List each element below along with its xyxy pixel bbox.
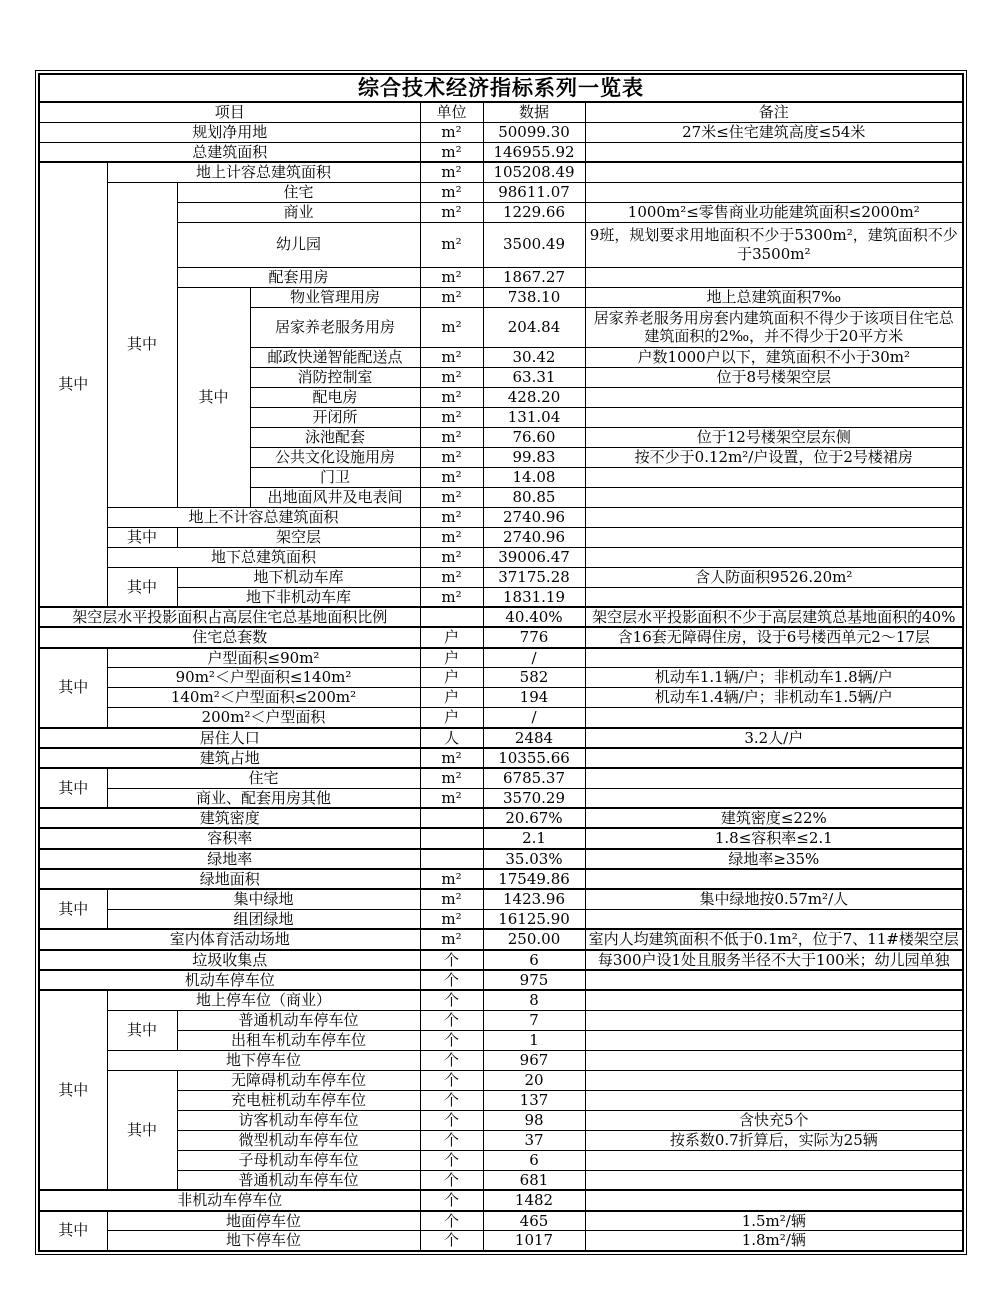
table-row [39, 182, 963, 202]
item-cell: 幼儿园 [177, 222, 420, 267]
item-cell: 居住人口 [39, 728, 420, 748]
unit-cell: 户 [420, 688, 483, 708]
item-cell: 容积率 [39, 828, 420, 848]
unit-cell: m² [420, 162, 483, 182]
unit-cell: m² [420, 427, 483, 447]
table-row [39, 1150, 963, 1170]
remark-cell [585, 1070, 963, 1090]
data-cell: 1482 [483, 1190, 585, 1210]
unit-cell: m² [420, 889, 483, 909]
remark-cell [585, 142, 963, 162]
table-row [39, 507, 963, 527]
data-cell: 37 [483, 1130, 585, 1150]
table-outer-frame [35, 70, 967, 1255]
remark-cell [585, 768, 963, 788]
remark-cell [585, 748, 963, 768]
data-cell: 465 [483, 1211, 585, 1231]
remark-cell: 室内人均建筑面积不低于0.1m²，位于7、11#楼架空层 [585, 929, 963, 949]
data-cell: / [483, 648, 585, 668]
table-row [39, 889, 963, 909]
item-cell: 地上停车位（商业） [107, 990, 420, 1010]
data-cell: 3570.29 [483, 788, 585, 808]
table-row [39, 768, 963, 788]
table-row [39, 627, 963, 647]
unit-cell: m² [420, 507, 483, 527]
remark-cell: 1.5m²/辆 [585, 1211, 963, 1231]
among-which-label: 其中 [39, 990, 107, 1190]
remark-cell [585, 507, 963, 527]
data-cell: 76.60 [483, 427, 585, 447]
table-row [39, 648, 963, 668]
remark-cell [585, 869, 963, 889]
table-row [39, 122, 963, 142]
remark-cell: 架空层水平投影面积不少于高层建筑总基地面积的40% [585, 607, 963, 627]
unit-cell: m² [420, 567, 483, 587]
unit-cell: m² [420, 929, 483, 949]
item-cell: 出地面风井及电表间 [250, 487, 420, 507]
remark-cell: 按不少于0.12m²/户设置，位于2号楼裙房 [585, 447, 963, 467]
item-cell: 住宅 [177, 182, 420, 202]
unit-cell: m² [420, 307, 483, 347]
unit-cell: m² [420, 447, 483, 467]
remark-cell [585, 1190, 963, 1210]
unit-cell: 户 [420, 627, 483, 647]
remark-cell: 机动车1.1辆/户；非机动车1.8辆/户 [585, 668, 963, 688]
remark-cell [585, 970, 963, 990]
data-cell: 1867.27 [483, 267, 585, 287]
header-row [39, 102, 963, 122]
unit-cell: 个 [420, 1030, 483, 1050]
unit-cell: m² [420, 467, 483, 487]
item-cell: 微型机动车停车位 [177, 1130, 420, 1150]
unit-cell: 个 [420, 1211, 483, 1231]
unit-cell: 个 [420, 1190, 483, 1210]
table-row [39, 849, 963, 869]
unit-cell: m² [420, 748, 483, 768]
data-cell: 35.03% [483, 849, 585, 869]
remark-cell [585, 1050, 963, 1070]
remark-cell: 位于12号楼架空层东侧 [585, 427, 963, 447]
remark-cell [585, 909, 963, 929]
unit-cell: m² [420, 387, 483, 407]
item-cell: 总建筑面积 [39, 142, 420, 162]
among-which-label: 其中 [177, 287, 250, 507]
remark-cell: 3.2人/户 [585, 728, 963, 748]
data-cell: 681 [483, 1170, 585, 1190]
data-cell: 20.67% [483, 808, 585, 828]
item-cell: 建筑密度 [39, 808, 420, 828]
table-row [39, 527, 963, 547]
remark-cell: 9班，规划要求用地面积不少于5300m²，建筑面积不少于3500m² [585, 222, 963, 267]
data-cell: 738.10 [483, 287, 585, 307]
table-row [39, 909, 963, 929]
column-header-data: 数据 [483, 102, 585, 122]
remark-cell: 1.8m²/辆 [585, 1231, 963, 1251]
among-which-label: 其中 [39, 1211, 107, 1251]
item-cell: 消防控制室 [250, 367, 420, 387]
remark-cell [585, 708, 963, 728]
data-cell: 194 [483, 688, 585, 708]
data-cell: 16125.90 [483, 909, 585, 929]
remark-cell [585, 162, 963, 182]
unit-cell: 个 [420, 950, 483, 970]
item-cell: 架空层水平投影面积占高层住宅总基地面积比例 [39, 607, 420, 627]
remark-cell: 1.8≤容积率≤2.1 [585, 828, 963, 848]
table-row [39, 567, 963, 587]
data-cell: 14.08 [483, 467, 585, 487]
item-cell: 绿地面积 [39, 869, 420, 889]
data-cell: 98611.07 [483, 182, 585, 202]
item-cell: 邮政快递智能配送点 [250, 347, 420, 367]
title-row [39, 74, 963, 102]
remark-cell [585, 527, 963, 547]
unit-cell: 户 [420, 668, 483, 688]
table-row [39, 1130, 963, 1150]
data-cell: 17549.86 [483, 869, 585, 889]
table-row [39, 1231, 963, 1251]
unit-cell [420, 607, 483, 627]
remark-cell [585, 648, 963, 668]
data-cell: 50099.30 [483, 122, 585, 142]
table-row [39, 808, 963, 828]
remark-cell: 建筑密度≤22% [585, 808, 963, 828]
item-cell: 无障碍机动车停车位 [177, 1070, 420, 1090]
column-header-item: 项目 [39, 102, 420, 122]
data-cell: 204.84 [483, 307, 585, 347]
data-cell: 146955.92 [483, 142, 585, 162]
table-row [39, 547, 963, 567]
item-cell: 200m²＜户型面积 [107, 708, 420, 728]
unit-cell: 人 [420, 728, 483, 748]
data-cell: 1017 [483, 1231, 585, 1251]
item-cell: 住宅 [107, 768, 420, 788]
remark-cell [585, 407, 963, 427]
data-cell: 2.1 [483, 828, 585, 848]
remark-cell: 1000m²≤零售商业功能建筑面积≤2000m² [585, 202, 963, 222]
data-cell: 1423.96 [483, 889, 585, 909]
data-cell: 131.04 [483, 407, 585, 427]
remark-cell: 绿地率≥35% [585, 849, 963, 869]
unit-cell: 户 [420, 708, 483, 728]
item-cell: 开闭所 [250, 407, 420, 427]
data-cell: 99.83 [483, 447, 585, 467]
unit-cell: m² [420, 267, 483, 287]
data-cell: 6785.37 [483, 768, 585, 788]
among-which-label: 其中 [107, 182, 177, 507]
table-row [39, 587, 963, 607]
unit-cell: m² [420, 527, 483, 547]
item-cell: 机动车停车位 [39, 970, 420, 990]
data-cell: 30.42 [483, 347, 585, 367]
item-cell: 充电桩机动车停车位 [177, 1090, 420, 1110]
remark-cell [585, 1090, 963, 1110]
table-row [39, 202, 963, 222]
item-cell: 配套用房 [177, 267, 420, 287]
data-cell: / [483, 708, 585, 728]
item-cell: 地下停车位 [107, 1050, 420, 1070]
remark-cell: 户数1000户以下，建筑面积不小于30m² [585, 347, 963, 367]
table-row [39, 688, 963, 708]
unit-cell: 户 [420, 648, 483, 668]
remark-cell [585, 267, 963, 287]
data-cell: 8 [483, 990, 585, 1010]
item-cell: 物业管理用房 [250, 287, 420, 307]
item-cell: 泳池配套 [250, 427, 420, 447]
data-cell: 1831.19 [483, 587, 585, 607]
item-cell: 地面停车位 [107, 1211, 420, 1231]
item-cell: 垃圾收集点 [39, 950, 420, 970]
among-which-label: 其中 [107, 567, 177, 607]
data-cell: 3500.49 [483, 222, 585, 267]
data-cell: 6 [483, 950, 585, 970]
column-header-unit: 单位 [420, 102, 483, 122]
table-row [39, 1211, 963, 1231]
remark-cell: 每300户设1处且服务半径不大于100米；幼儿园单独 [585, 950, 963, 970]
unit-cell: m² [420, 122, 483, 142]
remark-cell [585, 487, 963, 507]
item-cell: 绿地率 [39, 849, 420, 869]
table-row [39, 607, 963, 627]
data-cell: 10355.66 [483, 748, 585, 768]
item-cell: 住宅总套数 [39, 627, 420, 647]
unit-cell: 个 [420, 1050, 483, 1070]
table-row [39, 1110, 963, 1130]
item-cell: 地下非机动车库 [177, 587, 420, 607]
remark-cell [585, 1010, 963, 1030]
item-cell: 户型面积≤90m² [107, 648, 420, 668]
item-cell: 出租车机动车停车位 [177, 1030, 420, 1050]
data-cell: 776 [483, 627, 585, 647]
data-cell: 37175.28 [483, 567, 585, 587]
unit-cell [420, 808, 483, 828]
unit-cell: 个 [420, 1070, 483, 1090]
page-title: 综合技术经济指标系列一览表 [39, 74, 963, 102]
remark-cell [585, 990, 963, 1010]
table-row [39, 668, 963, 688]
remark-cell [585, 467, 963, 487]
item-cell: 门卫 [250, 467, 420, 487]
item-cell: 居家养老服务用房 [250, 307, 420, 347]
item-cell: 商业 [177, 202, 420, 222]
unit-cell: 个 [420, 1110, 483, 1130]
among-which-label: 其中 [39, 162, 107, 607]
data-cell: 63.31 [483, 367, 585, 387]
among-which-label: 其中 [39, 768, 107, 808]
table-row [39, 1050, 963, 1070]
remark-cell [585, 547, 963, 567]
item-cell: 商业、配套用房其他 [107, 788, 420, 808]
unit-cell: 个 [420, 990, 483, 1010]
item-cell: 子母机动车停车位 [177, 1150, 420, 1170]
unit-cell: m² [420, 202, 483, 222]
among-which-label: 其中 [107, 1010, 177, 1050]
among-which-label: 其中 [39, 889, 107, 929]
table-row [39, 929, 963, 949]
item-cell: 组团绿地 [107, 909, 420, 929]
remark-cell [585, 788, 963, 808]
data-cell: 20 [483, 1070, 585, 1090]
item-cell: 架空层 [177, 527, 420, 547]
unit-cell: m² [420, 182, 483, 202]
data-cell: 7 [483, 1010, 585, 1030]
data-cell: 2740.96 [483, 527, 585, 547]
table-row [39, 1190, 963, 1210]
among-which-label: 其中 [107, 1070, 177, 1190]
unit-cell: m² [420, 768, 483, 788]
item-cell: 地下机动车库 [177, 567, 420, 587]
data-cell: 1229.66 [483, 202, 585, 222]
item-cell: 普通机动车停车位 [177, 1010, 420, 1030]
table-row [39, 869, 963, 889]
table-row [39, 990, 963, 1010]
remark-cell: 含快充5个 [585, 1110, 963, 1130]
item-cell: 公共文化设施用房 [250, 447, 420, 467]
data-cell: 39006.47 [483, 547, 585, 567]
unit-cell: 个 [420, 1150, 483, 1170]
unit-cell: m² [420, 287, 483, 307]
item-cell: 地下总建筑面积 [107, 547, 420, 567]
table-row [39, 287, 963, 307]
table-row [39, 828, 963, 848]
remark-cell [585, 1030, 963, 1050]
item-cell: 90m²＜户型面积≤140m² [107, 668, 420, 688]
table-row [39, 1170, 963, 1190]
data-cell: 40.40% [483, 607, 585, 627]
remark-cell: 含人防面积9526.20m² [585, 567, 963, 587]
remark-cell: 27米≤住宅建筑高度≤54米 [585, 122, 963, 142]
remark-cell: 居家养老服务用房套内建筑面积不得少于该项目住宅总建筑面积的2‰，并不得少于20平方米 [585, 307, 963, 347]
item-cell: 集中绿地 [107, 889, 420, 909]
data-cell: 428.20 [483, 387, 585, 407]
unit-cell: 个 [420, 1010, 483, 1030]
table-row [39, 267, 963, 287]
data-cell: 967 [483, 1050, 585, 1070]
table-row [39, 1090, 963, 1110]
item-cell: 地上不计容总建筑面积 [107, 507, 420, 527]
table-row [39, 728, 963, 748]
data-cell: 250.00 [483, 929, 585, 949]
remark-cell: 地上总建筑面积7‰ [585, 287, 963, 307]
table-row [39, 788, 963, 808]
unit-cell: m² [420, 347, 483, 367]
remark-cell: 集中绿地按0.57m²/人 [585, 889, 963, 909]
item-cell: 地上计容总建筑面积 [107, 162, 420, 182]
remark-cell [585, 182, 963, 202]
unit-cell: 个 [420, 1130, 483, 1150]
data-cell: 98 [483, 1110, 585, 1130]
unit-cell: 个 [420, 1090, 483, 1110]
remark-cell [585, 587, 963, 607]
unit-cell: m² [420, 142, 483, 162]
data-cell: 1 [483, 1030, 585, 1050]
data-cell: 80.85 [483, 487, 585, 507]
item-cell: 室内体育活动场地 [39, 929, 420, 949]
data-cell: 975 [483, 970, 585, 990]
item-cell: 非机动车停车位 [39, 1190, 420, 1210]
unit-cell: 个 [420, 970, 483, 990]
table-row [39, 162, 963, 182]
item-cell: 访客机动车停车位 [177, 1110, 420, 1130]
data-cell: 137 [483, 1090, 585, 1110]
item-cell: 地下停车位 [107, 1231, 420, 1251]
remark-cell [585, 1150, 963, 1170]
unit-cell: 个 [420, 1170, 483, 1190]
unit-cell [420, 849, 483, 869]
remark-cell [585, 1170, 963, 1190]
column-header-remark: 备注 [585, 102, 963, 122]
unit-cell: m² [420, 367, 483, 387]
table-row [39, 1010, 963, 1030]
remark-cell: 按系数0.7折算后，实际为25辆 [585, 1130, 963, 1150]
remark-cell: 机动车1.4辆/户；非机动车1.5辆/户 [585, 688, 963, 708]
table-row [39, 748, 963, 768]
data-cell: 2484 [483, 728, 585, 748]
table-row [39, 950, 963, 970]
unit-cell: m² [420, 487, 483, 507]
remark-cell: 位于8号楼架空层 [585, 367, 963, 387]
table-row [39, 1070, 963, 1090]
indicators-table [38, 73, 964, 1252]
unit-cell: m² [420, 869, 483, 889]
remark-cell: 含16套无障碍住房，设于6号楼西单元2～17层 [585, 627, 963, 647]
among-which-label: 其中 [107, 527, 177, 547]
table-row [39, 1030, 963, 1050]
data-cell: 105208.49 [483, 162, 585, 182]
unit-cell: m² [420, 587, 483, 607]
table-row [39, 142, 963, 162]
unit-cell: m² [420, 788, 483, 808]
item-cell: 建筑占地 [39, 748, 420, 768]
unit-cell: m² [420, 222, 483, 267]
unit-cell [420, 828, 483, 848]
remark-cell [585, 387, 963, 407]
among-which-label: 其中 [39, 648, 107, 728]
data-cell: 2740.96 [483, 507, 585, 527]
table-row [39, 970, 963, 990]
unit-cell: 个 [420, 1231, 483, 1251]
item-cell: 规划净用地 [39, 122, 420, 142]
table-row [39, 222, 963, 267]
item-cell: 140m²＜户型面积≤200m² [107, 688, 420, 708]
item-cell: 普通机动车停车位 [177, 1170, 420, 1190]
unit-cell: m² [420, 407, 483, 427]
item-cell: 配电房 [250, 387, 420, 407]
unit-cell: m² [420, 547, 483, 567]
data-cell: 6 [483, 1150, 585, 1170]
unit-cell: m² [420, 909, 483, 929]
data-cell: 582 [483, 668, 585, 688]
table-row [39, 708, 963, 728]
